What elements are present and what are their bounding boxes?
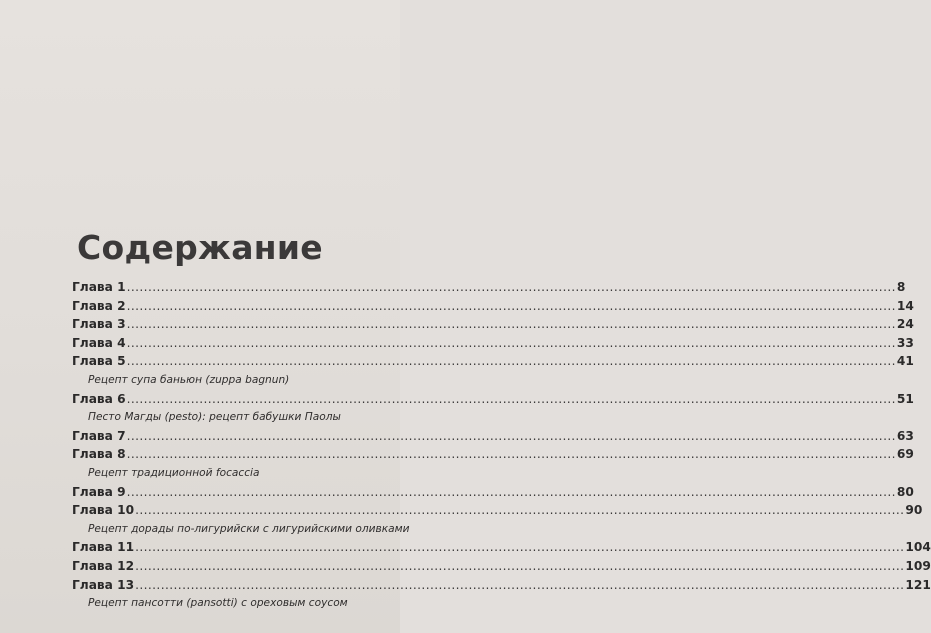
page-number: 33 (896, 335, 914, 350)
chapter-label: Глава 10 (72, 503, 135, 518)
page-number: 80 (896, 484, 914, 499)
page-number: 14 (896, 298, 914, 313)
chapter-label: Глава 3 (72, 317, 126, 332)
toc-entry-chapter-3 (72, 315, 914, 334)
chapter-label: Глава 7 (72, 428, 126, 443)
toc-entry-chapter-6 (72, 390, 914, 409)
toc-entry-chapter-5 (72, 352, 914, 371)
dot-leader (127, 278, 896, 297)
dot-leader (127, 352, 896, 371)
dot-leader (127, 390, 896, 409)
page-number: 104 (905, 540, 931, 555)
page-number: 109 (905, 558, 931, 573)
page-number: 41 (896, 354, 914, 369)
toc-entry-chapter-4 (72, 334, 914, 353)
dot-leader (127, 427, 896, 446)
page-number: 121 (905, 577, 931, 592)
chapter-label: Глава 12 (72, 558, 135, 573)
chapter-label: Глава 6 (72, 391, 126, 406)
toc-entry-chapter-2 (72, 297, 914, 316)
dot-leader (127, 315, 896, 334)
chapter-label: Глава 11 (72, 540, 135, 555)
toc-entry-chapter-8 (72, 445, 914, 464)
toc-entry-chapter-13 (72, 576, 931, 595)
recipe-subentry: Рецепт супа баньюн (zuppa bagnun) (88, 373, 290, 386)
dot-leader (135, 501, 904, 520)
toc-entry-chapter-1 (72, 278, 906, 297)
page-title: Содержание (77, 228, 323, 267)
chapter-label: Глава 9 (72, 484, 126, 499)
recipe-subentry: Рецепт пансотти (pansotti) с ореховым соусом (88, 597, 348, 610)
table-of-contents (72, 278, 931, 613)
chapter-label: Глава 1 (72, 280, 126, 294)
toc-entry-chapter-10 (72, 501, 923, 520)
dot-leader (135, 557, 904, 576)
toc-entry-chapter-12 (72, 557, 931, 576)
chapter-label: Глава 5 (72, 354, 126, 369)
dot-leader (127, 334, 896, 353)
toc-entry-chapter-9 (72, 483, 914, 502)
page-number: 63 (896, 428, 914, 443)
chapter-label: Глава 8 (72, 447, 126, 462)
page-number: 51 (896, 391, 914, 406)
chapter-label: Глава 2 (72, 298, 126, 313)
page-number: 24 (896, 317, 914, 332)
recipe-subentry: Песто Магды (pesto): рецепт бабушки Паолы (88, 411, 341, 424)
page-number: 69 (896, 447, 914, 462)
chapter-label: Глава 4 (72, 335, 126, 350)
recipe-subentry: Рецепт традиционной focaccia (88, 466, 260, 479)
toc-entry-chapter-7 (72, 427, 914, 446)
dot-leader (127, 297, 896, 316)
toc-entry-chapter-11 (72, 538, 931, 557)
dot-leader (127, 483, 896, 502)
recipe-subentry: Рецепт дорады по-лигурийски с лигурийскими оливками (88, 522, 410, 535)
chapter-label: Глава 13 (72, 577, 135, 592)
dot-leader (127, 445, 896, 464)
page-number: 90 (905, 503, 923, 518)
page-number: 8 (896, 280, 906, 294)
dot-leader (135, 538, 904, 557)
dot-leader (135, 576, 904, 595)
